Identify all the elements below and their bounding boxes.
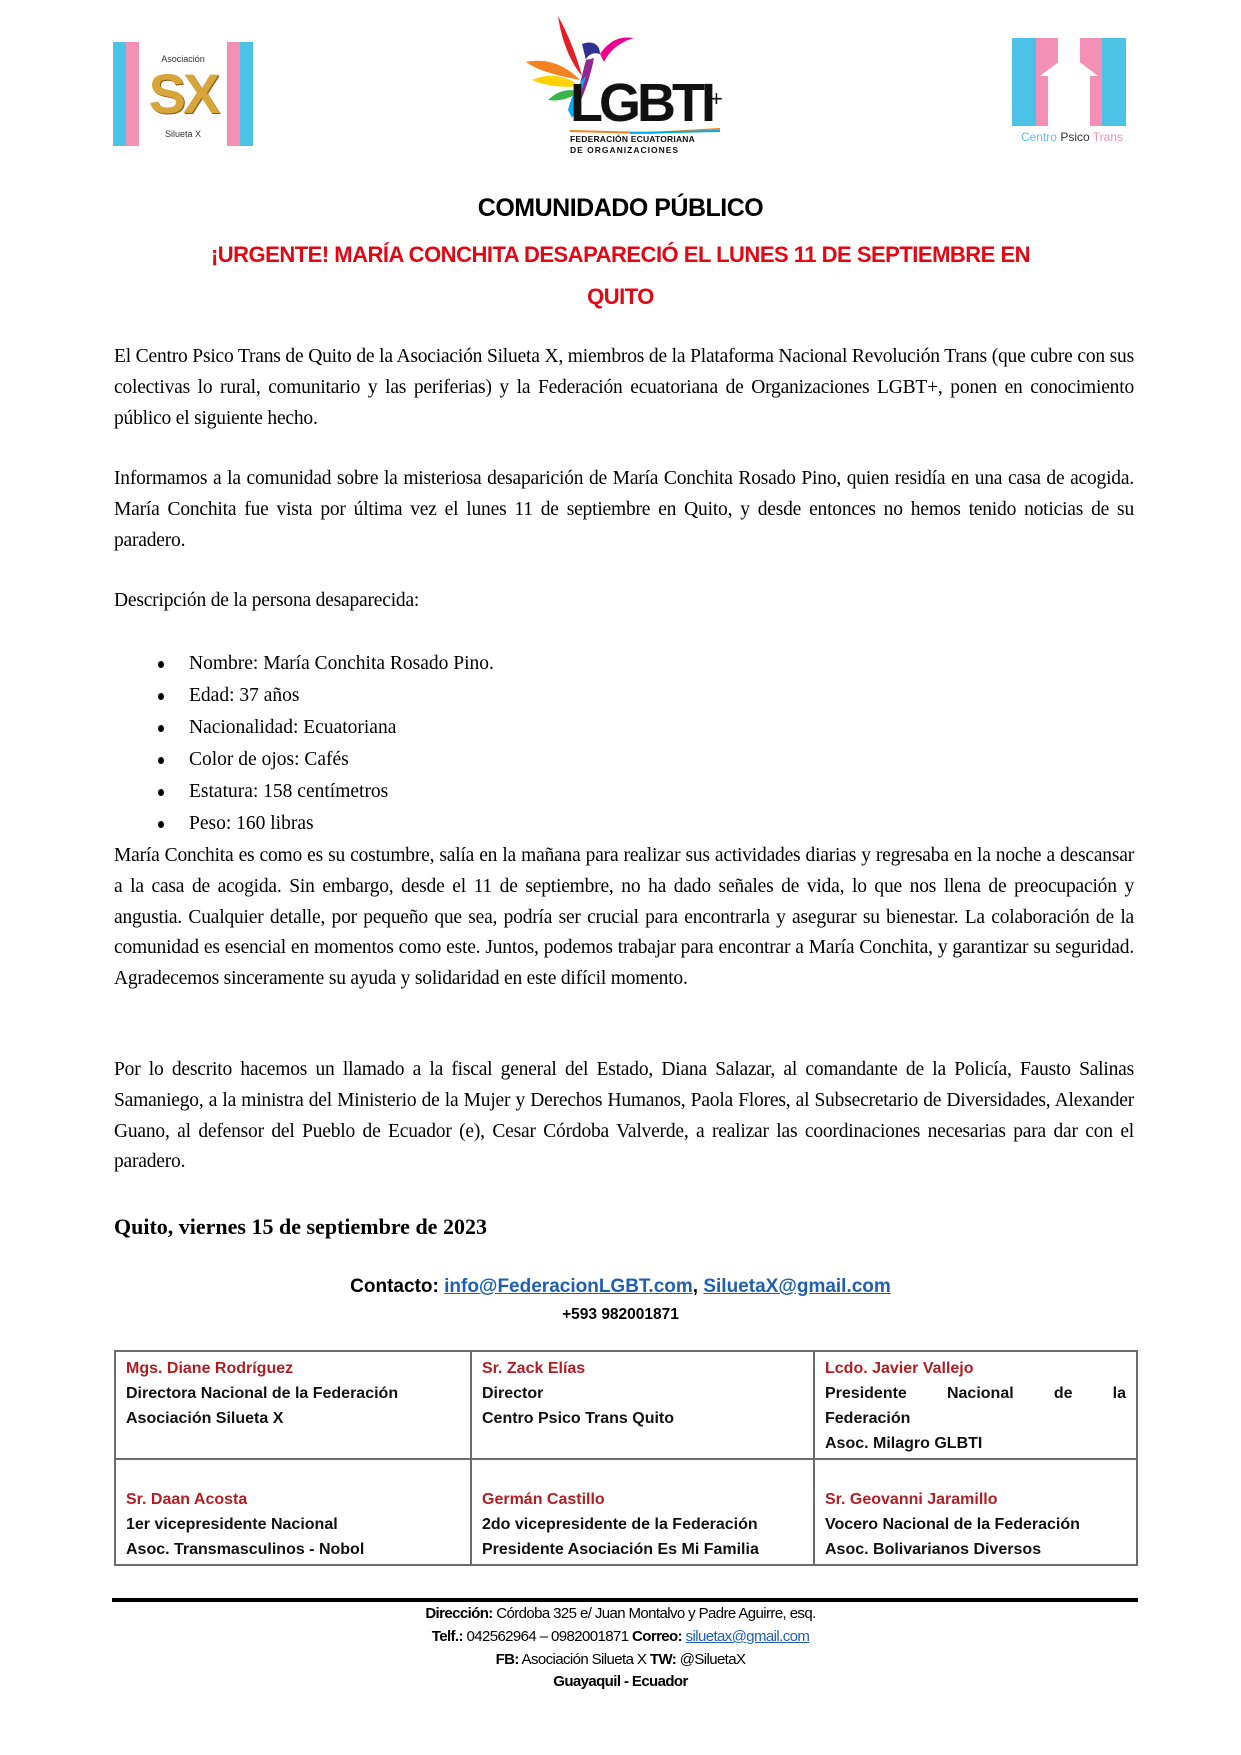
logo-stripe-blue — [1012, 38, 1036, 126]
document-title: COMUNIDADO PÚBLICO — [477, 194, 764, 222]
table-row — [115, 1459, 1137, 1565]
twitter-label: TW: — [649, 1651, 677, 1668]
signatory-name: Germán Castillo — [482, 1491, 605, 1508]
lgbti-subtitle-line2: DE ORGANIZACIONES — [570, 145, 680, 155]
footer-divider — [112, 1598, 1138, 1602]
signatory-role: Vocero Nacional de la Federación — [825, 1516, 1080, 1533]
signatory-organization: Centro Psico Trans Quito — [482, 1410, 675, 1427]
phone-label: Telf.: — [431, 1628, 463, 1645]
signatories-table — [114, 1350, 1138, 1566]
signatory-role: Director — [482, 1385, 544, 1402]
contact-phone: +593 982001871 — [562, 1306, 679, 1323]
signatory-cell — [814, 1459, 1137, 1565]
centro-psico-trans-label — [1012, 130, 1132, 144]
footer-social — [0, 1649, 1241, 1671]
logo-sx-mark: SX — [148, 62, 218, 125]
lgbti-subtitle-line1: FEDERACIÓN ECUATORIANA — [570, 134, 695, 144]
situation-paragraph: María Conchita es como es su costumbre, salía en la mañana para realizar sus actividades diarias y regresaba en la noche a descansar a la casa de acogida. Sin embargo, desde el 11 de septiembre, no ha dado señales de vida, lo que nos llena de preocupación y angustia. Cualquier detalle, por pequeño que sea, podría ser crucial para encontrarla y asegurar su bienestar. La colaboración de la comunidad es esencial en momentos como este. Juntos, podemos trabajar para encontrar a María Conchita, y garantizar su seguridad. Agradecemos sinceramente su ayuda y solidaridad en este difícil momento. — [114, 845, 1134, 990]
signatory-organization: Asoc. Milagro GLBTI — [825, 1435, 983, 1452]
federacion-lgbti-logo — [520, 14, 735, 155]
description-heading: Descripción de la persona desaparecida: — [114, 590, 420, 611]
list-item-text: Estatura: 158 centímetros — [189, 781, 389, 802]
signatory-cell — [115, 1459, 471, 1565]
signatory-role: Presidente Nacional de la — [825, 1385, 1126, 1402]
signatory-role: Directora Nacional de la Federación — [126, 1385, 399, 1402]
table-row — [115, 1351, 1137, 1459]
signatory-role: 2do vicepresidente de la Federación — [482, 1516, 758, 1533]
urgent-headline-line1: ¡URGENTE! MARÍA CONCHITA DESAPARECIÓ EL LUNES 11 DE SEPTIEMBRE EN — [210, 242, 1031, 267]
call-to-authorities-paragraph: Por lo descrito hacemos un llamado a la fiscal general del Estado, Diana Salazar, al comandante de la Policía, Fausto Salinas Samaniego, a la ministra del Ministerio de la Mujer y Derechos Humanos, Paola Flores, al Subsecretario de Diversidades, Alexander Guano, al defensor del Pueblo de Ecuador (e), Cesar Córdoba Valverde, a realizar las coordinaciones necesarias para dar con el paradero. — [114, 1059, 1134, 1173]
urgent-headline-line2: QUITO — [587, 284, 654, 309]
centro-psico-trans-logo — [1012, 38, 1132, 150]
label-psico: Psico — [1060, 130, 1090, 144]
email-label: Correo: — [632, 1628, 683, 1645]
lgbti-wordmark: LGBTI — [570, 73, 712, 133]
intro-paragraph: El Centro Psico Trans de Quito de la Asociación Silueta X, miembros de la Plataforma Nacional Revolución Trans (que cubre con sus colectivas lo rural, comunitario y las periferias) y la Federación ecuatoriana de Organizaciones LGBT+, ponen en conocimiento público el siguiente hecho. — [114, 346, 1134, 429]
logo-stripe-blue — [1102, 38, 1126, 126]
signatory-organization: Asoc. Transmasculinos - Nobol — [126, 1541, 365, 1558]
signatory-role-continued: Federación — [825, 1410, 911, 1427]
bullet-icon — [158, 661, 164, 668]
email-link-siluetax[interactable]: SiluetaX@gmail.com — [703, 1276, 891, 1297]
signatory-name: Sr. Geovanni Jaramillo — [825, 1491, 998, 1508]
contact-line — [0, 1276, 1241, 1298]
list-item — [114, 648, 1014, 680]
urgent-headline — [140, 234, 1101, 318]
phone-value: 042562964 – 0982001871 — [466, 1628, 629, 1645]
signatory-name: Sr. Daan Acosta — [126, 1491, 248, 1508]
list-item — [114, 776, 1014, 808]
signatory-name: Sr. Zack Elías — [482, 1360, 586, 1377]
bullet-icon — [158, 789, 164, 796]
facebook-label: FB: — [495, 1651, 519, 1668]
logo-asociacion-text: Asociación — [161, 54, 205, 64]
contact-label: Contacto: — [350, 1276, 439, 1297]
footer-email-link[interactable]: siluetax@gmail.com — [685, 1628, 810, 1645]
description-list — [114, 648, 1014, 840]
date-line: Quito, viernes 15 de septiembre de 2023 — [114, 1214, 487, 1239]
list-item-text: Edad: 37 años — [189, 685, 300, 706]
signatory-cell — [115, 1351, 471, 1459]
signatory-name: Lcdo. Javier Vallejo — [825, 1360, 974, 1377]
list-item — [114, 808, 1014, 840]
signatory-cell — [471, 1351, 814, 1459]
footer-phone-email — [0, 1626, 1241, 1648]
signatory-cell — [814, 1351, 1137, 1459]
disappearance-paragraph: Informamos a la comunidad sobre la misteriosa desaparición de María Conchita Rosado Pino, quien residía en una casa de acogida. María Conchita fue vista por última vez el lunes 11 de septiembre en Quito, y desde entonces no hemos tenido noticias de su paradero. — [114, 468, 1134, 551]
address-value: Córdoba 325 e/ Juan Montalvo y Padre Aguirre, esq. — [496, 1605, 816, 1622]
bullet-icon — [158, 693, 164, 700]
facebook-value: Asociación Silueta X — [521, 1651, 647, 1668]
address-label: Dirección: — [425, 1605, 493, 1622]
list-item — [114, 712, 1014, 744]
signatory-cell — [471, 1459, 814, 1565]
signatory-organization: Presidente Asociación Es Mi Familia — [482, 1541, 759, 1558]
list-item-text: Color de ojos: Cafés — [189, 749, 349, 770]
logo-silueta-text: Silueta X — [164, 129, 202, 139]
email-link-federacion[interactable]: info@FederacionLGBT.com — [444, 1276, 693, 1297]
list-item-text: Nombre: María Conchita Rosado Pino. — [189, 653, 494, 674]
list-item-text: Nacionalidad: Ecuatoriana — [189, 717, 397, 738]
signatory-name: Mgs. Diane Rodríguez — [126, 1360, 294, 1377]
signatory-role: 1er vicepresidente Nacional — [126, 1516, 338, 1533]
signatory-organization: Asoc. Bolivarianos Diversos — [825, 1541, 1042, 1558]
list-item-text: Peso: 160 libras — [189, 813, 314, 834]
signatory-organization: Asociación Silueta X — [126, 1410, 284, 1427]
asociacion-silueta-x-logo — [113, 42, 253, 146]
bullet-icon — [158, 821, 164, 828]
footer-address — [0, 1603, 1241, 1625]
label-trans: Trans — [1092, 130, 1124, 144]
list-item — [114, 744, 1014, 776]
lgbti-plus: + — [710, 86, 723, 111]
list-item — [114, 680, 1014, 712]
bullet-icon — [158, 757, 164, 764]
house-icon — [1040, 54, 1098, 126]
label-centro: Centro — [1020, 130, 1057, 144]
bullet-icon — [158, 725, 164, 732]
contact-separator: , — [692, 1276, 699, 1297]
twitter-value: @SiluetaX — [679, 1651, 746, 1668]
footer-city: Guayaquil - Ecuador — [553, 1673, 688, 1690]
